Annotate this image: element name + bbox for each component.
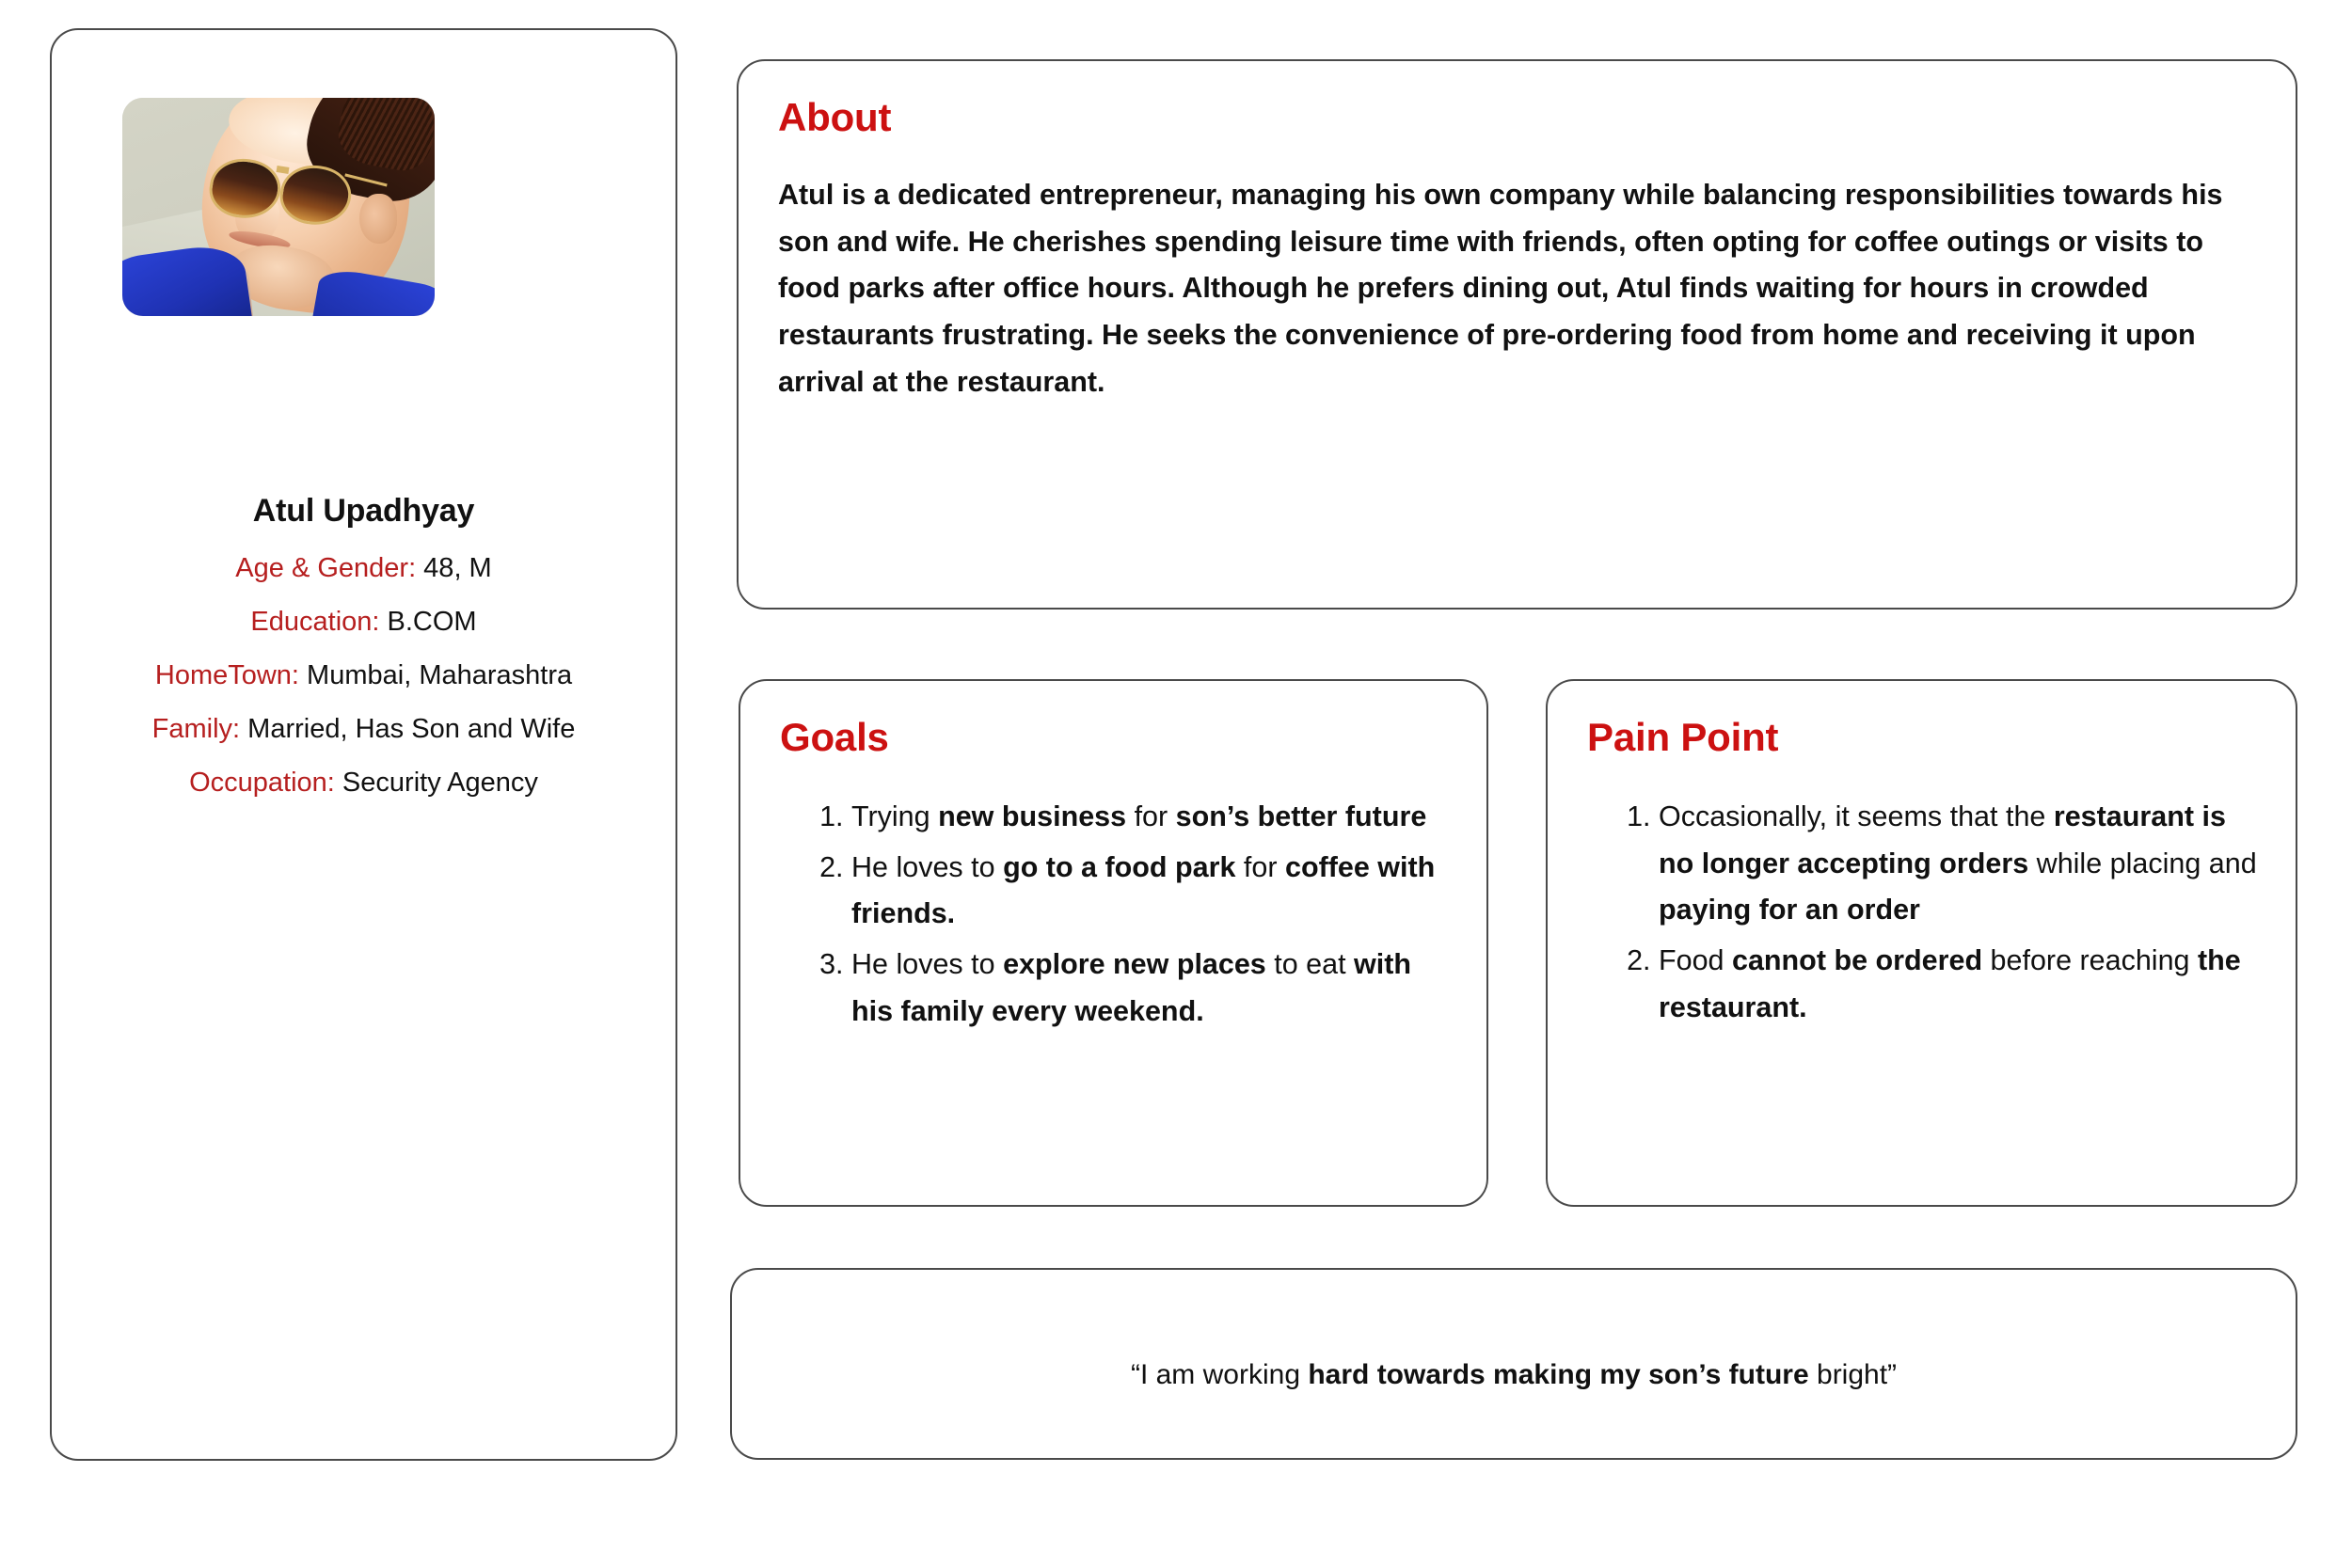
meta-label: Age & Gender: bbox=[235, 553, 417, 583]
photo-ear bbox=[359, 194, 397, 244]
meta-label: Family: bbox=[151, 714, 241, 744]
goals-title: Goals bbox=[780, 715, 889, 759]
profile-meta-list bbox=[52, 555, 675, 823]
about-card bbox=[737, 59, 2297, 610]
meta-row-occupation bbox=[52, 769, 675, 797]
meta-value: Married, Has Son and Wife bbox=[240, 714, 576, 744]
list-item: 2. Food cannot be ordered before reaching the restaurant. bbox=[1659, 938, 2264, 1031]
pain-point-list bbox=[1587, 794, 2264, 1032]
meta-row-hometown bbox=[52, 662, 675, 689]
goals-card bbox=[739, 679, 1488, 1207]
list-item: 1. Occasionally, it seems that the restaurant is no longer accepting orders while placing and paying for an order bbox=[1659, 794, 2264, 934]
meta-value: Security Agency bbox=[334, 768, 538, 798]
about-title: About bbox=[778, 95, 892, 139]
goals-list-wrap bbox=[780, 794, 1454, 1039]
list-item: 1. Trying new business for son’s better future bbox=[851, 794, 1454, 841]
meta-label: Occupation: bbox=[189, 768, 335, 798]
meta-row-education bbox=[52, 609, 675, 636]
profile-photo bbox=[122, 98, 435, 316]
pain-point-card bbox=[1546, 679, 2297, 1207]
quote-text: “I am working hard towards making my son’s future bright” bbox=[1130, 1359, 1898, 1390]
meta-value: 48, M bbox=[416, 553, 492, 583]
meta-row-family bbox=[52, 716, 675, 743]
profile-card bbox=[50, 28, 677, 1461]
quote-card bbox=[730, 1268, 2297, 1460]
pain-point-list-wrap bbox=[1587, 794, 2264, 1036]
pain-point-title: Pain Point bbox=[1587, 715, 1779, 759]
meta-value: B.COM bbox=[379, 607, 477, 637]
profile-name: Atul Upadhyay bbox=[252, 493, 475, 529]
list-item: 3. He loves to explore new places to eat with his family every weekend. bbox=[851, 942, 1454, 1035]
goals-list bbox=[780, 794, 1454, 1036]
meta-label: HomeTown: bbox=[154, 660, 299, 690]
about-body: Atul is a dedicated entrepreneur, managing his own company while balancing responsibilities towards his son and wife. He cherishes spending leisure time with friends, often opting for coffee outings or visits to food parks after office hours. Although he prefers dining out, Atul finds waiting for hours in crowded restaurants frustrating. He seeks the convenience of pre-ordering food from home and receiving it upon arrival at the restaurant. bbox=[778, 179, 2223, 398]
meta-row-age-gender bbox=[52, 555, 675, 582]
meta-value: Mumbai, Maharashtra bbox=[299, 660, 573, 690]
list-item: 2. He loves to go to a food park for coffee with friends. bbox=[851, 845, 1454, 938]
meta-label: Education: bbox=[250, 607, 380, 637]
